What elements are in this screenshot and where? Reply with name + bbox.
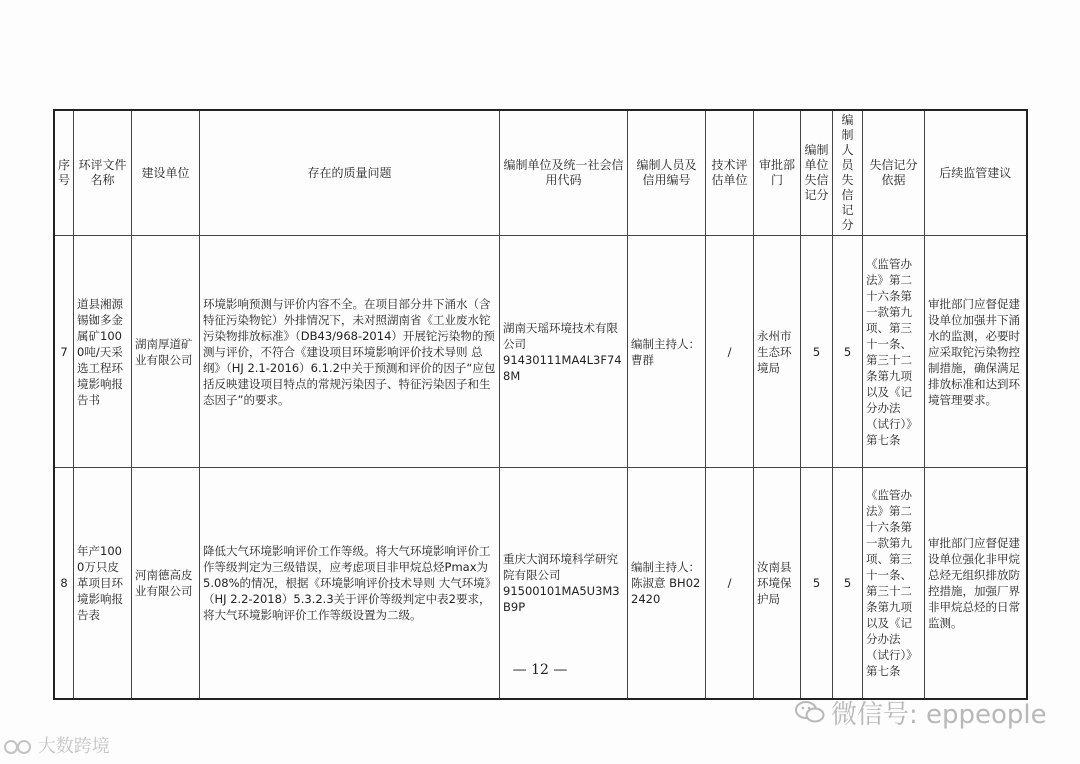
- header-cell: 编制单位及统一社会信用代码: [500, 110, 628, 236]
- header-cell: 技术评估单位: [706, 110, 754, 236]
- supervision-suggestion: 审批部门应督促建设单位加强井下涌水的监测，必要时应采取铊污染物控制措施，确保满足排放标准和达到环境管理要求。: [925, 236, 1027, 468]
- compiling-staff: 编制主持人：曹群: [628, 236, 706, 468]
- credit-code: 91430111MA4L3F748M: [503, 352, 622, 383]
- compiling-unit: [500, 236, 628, 468]
- source-watermark: [4, 732, 110, 758]
- supervision-suggestion: 审批部门应督促建设单位强化非甲烷总烃无组织排放防控措施，加强厂界非甲烷总烃的日常监测。: [925, 468, 1027, 700]
- builder-unit: 河南德高皮业有限公司: [132, 468, 200, 700]
- quality-issue: 降低大气环境影响评价工作等级。将大气环境影响评价工作等级判定为三级错误，应考虑项目非甲烷总烃Pmax为5.08%的情况，根据《环境影响评价技术导则 大气环境》（HJ 2.2-2018）5.3.2.3关于评价等级判定中表2要求，将大气环境影响评价工作等级设置为二级。: [200, 468, 500, 700]
- header-cell: 建设单位: [132, 110, 200, 236]
- row-number: 8: [54, 468, 74, 700]
- source-logo-icon: [4, 736, 38, 757]
- evaluation-unit: /: [706, 236, 754, 468]
- staff-score: 5: [833, 236, 863, 468]
- document-name: 年产1000万只皮革项目环境影响报告表: [74, 468, 132, 700]
- quality-issue: 环境影响预测与评价内容不全。在项目部分井下涌水（含特征污染物铊）外排情况下，未对照湖南省《工业废水铊污染物排放标准》（DB43/968-2014）开展铊污染物的预测与评价，不符合《建设项目环境影响评价技术导则 总纲》（HJ 2.1-2016）6.1.2中关于预测和评价的因子“应包括反映建设项目特点的常规污染因子、特征污染因子和生态因子”的要求。: [200, 236, 500, 468]
- header-cell: 环评文件名称: [74, 110, 132, 236]
- evaluation-unit: /: [706, 468, 754, 700]
- unit-score: 5: [801, 236, 833, 468]
- table-header-row: [54, 110, 1027, 236]
- unit-score: 5: [801, 468, 833, 700]
- penalty-table: [53, 109, 1028, 700]
- wechat-watermark-text: 微信号: eppeople: [831, 700, 1047, 730]
- score-basis: 《监管办法》第二十六条第一款第九项、第三十一条、第三十二条第九项以及《记分办法（试行）》第七条: [863, 236, 925, 468]
- compiling-unit-name: 重庆大润环境科学研究院有限公司: [503, 552, 619, 582]
- score-basis: 《监管办法》第二十六条第一款第九项、第三十一条、第三十二条第九项以及《记分办法（试行）》第七条: [863, 468, 925, 700]
- compiling-unit-name: 湖南天瑶环境技术有限公司: [503, 320, 619, 351]
- approval-department: 永州市生态环境局: [754, 236, 801, 468]
- header-cell: 编制人员及信用编号: [628, 110, 706, 236]
- header-cell: 编制单位失信记分: [801, 110, 833, 236]
- header-cell: 存在的质量问题: [200, 110, 500, 236]
- staff-score: 5: [833, 468, 863, 700]
- credit-code: 91500101MA5U3M3B9P: [503, 584, 620, 614]
- row-number: 7: [54, 236, 74, 468]
- builder-unit: 湖南厚道矿业有限公司: [132, 236, 200, 468]
- table-row: [54, 236, 1027, 468]
- header-cell: 审批部门: [754, 110, 801, 236]
- header-cell: 编制人员失信记分: [833, 110, 863, 236]
- header-cell: 后续监管建议: [925, 110, 1027, 236]
- source-watermark-text: 大数跨境: [37, 736, 110, 757]
- compiling-staff: 编制主持人：陈淑意 BH022420: [628, 468, 706, 700]
- wechat-watermark: [795, 694, 1047, 731]
- page-number: — 12 —: [512, 662, 568, 678]
- header-cell: 失信记分依据: [863, 110, 925, 236]
- wechat-icon: [795, 700, 825, 731]
- document-name: 道县湘源锡铷多金属矿1000吨/天采选工程环境影响报告书: [74, 236, 132, 468]
- approval-department: 汝南县环境保护局: [754, 468, 801, 700]
- header-cell: 序号: [54, 110, 74, 236]
